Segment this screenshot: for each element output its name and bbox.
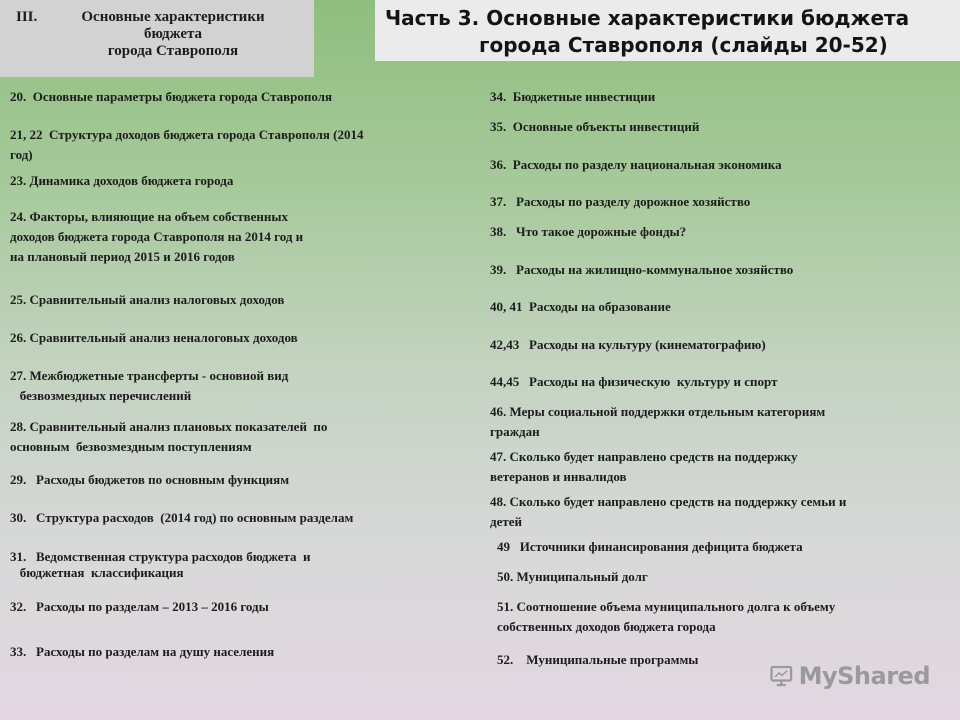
toc-item-line: 23. Динамика доходов бюджета города [10,173,234,188]
toc-item-line: 47. Сколько будет направлено средств на поддержку [490,449,798,464]
toc-item-line: 49 Источники финансирования дефицита бюджета [497,539,803,554]
toc-item-line: 42,43 Расходы на культуру (кинематографию) [490,337,766,352]
toc-item-21-22[interactable] [10,125,364,165]
toc-item-40-41[interactable] [490,297,671,317]
toc-item-52[interactable] [497,650,698,670]
toc-item-31[interactable] [10,549,311,581]
slide-title [375,0,960,61]
toc-item-line: доходов бюджета города Ставрополя на 2014 год и [10,229,304,244]
toc-item-49[interactable] [497,537,803,557]
toc-item-line: 29. Расходы бюджетов по основным функциям [10,472,290,487]
toc-item-38[interactable] [490,222,686,242]
toc-item-25[interactable] [10,290,284,310]
toc-item-line: 32. Расходы по разделам – 2013 – 2016 годы [10,599,269,614]
watermark-text: MyShared [798,662,930,690]
toc-item-line: 38. Что такое дорожные фонды? [490,224,687,239]
toc-item-line: 27. Межбюджетные трансферты - основной вид [10,368,289,383]
toc-item-line: 34. Бюджетные инвестиции [490,89,656,104]
slide-title-line-1: Часть 3. Основные характеристики бюджета [385,6,910,30]
toc-item-32[interactable] [10,597,269,617]
section-title-line: города Ставрополя [107,43,239,59]
toc-item-line: 20. Основные параметры бюджета города Ставрополя [10,89,333,104]
toc-item-line: 33. Расходы по разделам на душу населения [10,644,275,659]
toc-item-line: 31. Ведомственная структура расходов бюджета и [10,549,311,564]
toc-item-47[interactable] [490,447,797,487]
toc-item-line: собственных доходов бюджета города [497,619,716,634]
toc-item-46[interactable] [490,402,825,442]
toc-item-26[interactable] [10,328,298,348]
section-label-box [0,0,314,77]
toc-item-line: 21, 22 Структура доходов бюджета города Ставрополя (2014 [10,127,364,142]
toc-item-line: 36. Расходы по разделу национальная экономика [490,157,782,172]
toc-item-line: 30. Структура расходов (2014 год) по основным разделам [10,510,354,525]
slide-title-line-2: города Ставрополя (слайды 20-52) [479,33,888,57]
myshared-watermark [770,656,930,696]
toc-item-line: 46. Меры социальной поддержки отдельным категориям [490,404,826,419]
toc-item-30[interactable] [10,508,353,528]
section-title [48,9,298,60]
toc-item-line: детей [490,514,522,529]
presentation-screen-icon [770,661,793,691]
toc-item-line: безвозмездных перечислений [10,388,192,403]
toc-item-35[interactable] [490,117,699,137]
section-title-line: бюджета [143,26,203,42]
toc-item-line: 35. Основные объекты инвестиций [490,119,700,134]
section-title-line: Основные характеристики [81,9,265,25]
toc-item-line: бюджетная классификация [10,565,184,580]
toc-item-line: 24. Факторы, влияющие на объем собственных [10,209,289,224]
toc-item-20[interactable] [10,87,332,107]
toc-item-line: ветеранов и инвалидов [490,469,627,484]
toc-item-36[interactable] [490,155,782,175]
toc-item-50[interactable] [497,567,648,587]
toc-item-line: 39. Расходы на жилищно-коммунальное хозяйство [490,262,794,277]
toc-item-line: 26. Сравнительный анализ неналоговых доходов [10,330,298,345]
section-number: III. [16,9,38,25]
toc-item-33[interactable] [10,642,274,662]
toc-item-line: на плановый период 2015 и 2016 годов [10,249,235,264]
toc-item-42-43[interactable] [490,335,766,355]
toc-item-51[interactable] [497,597,835,637]
toc-item-29[interactable] [10,470,289,490]
toc-item-line: 28. Сравнительный анализ плановых показателей по [10,419,328,434]
toc-item-line: основным безвозмездным поступлениям [10,439,252,454]
toc-item-23[interactable] [10,171,233,191]
toc-item-line: 40, 41 Расходы на образование [490,299,671,314]
toc-item-39[interactable] [490,260,793,280]
toc-item-line: 50. Муниципальный долг [497,569,648,584]
toc-item-27[interactable] [10,366,288,406]
toc-item-line: 44,45 Расходы на физическую культуру и спорт [490,374,778,389]
toc-item-line: год) [10,147,33,162]
toc-item-line: 52. Муниципальные программы [497,652,699,667]
toc-item-44-45[interactable] [490,372,777,392]
toc-item-48[interactable] [490,492,846,532]
toc-item-37[interactable] [490,192,750,212]
toc-item-24[interactable] [10,207,303,267]
toc-item-line: 48. Сколько будет направлено средств на поддержку семьи и [490,494,847,509]
toc-item-line: 25. Сравнительный анализ налоговых доходов [10,292,285,307]
toc-item-34[interactable] [490,87,655,107]
toc-item-line: граждан [490,424,540,439]
toc-item-line: 37. Расходы по разделу дорожное хозяйство [490,194,751,209]
toc-item-line: 51. Соотношение объема муниципального долга к объему [497,599,836,614]
toc-item-28[interactable] [10,417,327,457]
